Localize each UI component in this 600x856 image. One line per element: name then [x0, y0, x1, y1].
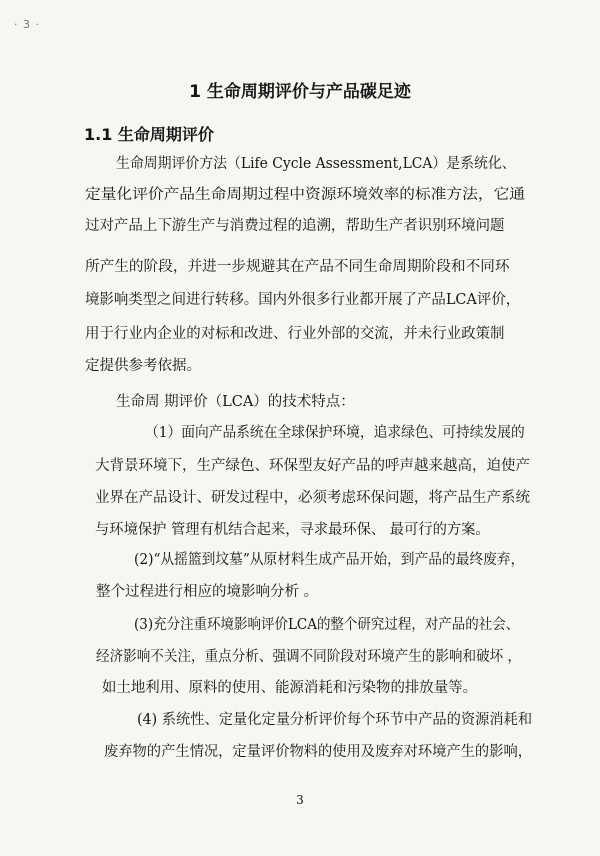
body-line: （1）面向产品系统在全球保护环境，追求绿色、可持续发展的: [145, 425, 525, 441]
body-line: 经济影响不关注，重点分析、强调不同阶段对环境产生的影响和破坏 ，: [96, 649, 522, 665]
body-line: 与环境保护 管理有机结合起来，寻求最环保、 最可行的方案。: [95, 522, 490, 538]
body-line: 定量化评价产品生命周期过程中资源环境效率的标准方法，它通: [85, 187, 525, 203]
body-line: 如土地利用、原料的使用、能源消耗和污染物的排放量等。: [102, 680, 477, 696]
section-title: 1.1 生命周期评价: [84, 125, 214, 144]
page-number: 3: [296, 793, 304, 807]
body-line: 业界在产品设计、研发过程中，必须考虑环保问题，将产品生产系统: [95, 490, 530, 506]
body-line: (2)“从摇篮到坟墓”从原材料生成产品开始，到产品的最终废弃，: [134, 552, 525, 568]
body-line: 生命周期评价方法（Life Cycle Assessment,LCA）是系统化、: [116, 156, 516, 172]
chapter-title: 1 生命周期评价与产品碳足迹: [189, 82, 411, 102]
corner-mark: · 3 ·: [14, 18, 40, 31]
body-line: 过对产品上下游生产与消费过程的追溯，帮助生产者识别环境问题: [85, 218, 505, 234]
body-line: 境影响类型之间进行转移。国内外很多行业都开展了产品LCA评价，: [85, 292, 521, 308]
body-line: 大背景环境下，生产绿色、环保型友好产品的呼声越来越高，迫使产: [95, 458, 530, 474]
body-line: 定提供参考依据。: [85, 358, 201, 374]
body-line: 整个过程进行相应的境影响分析 。: [96, 584, 319, 600]
body-line: (4) 系统性、定量化定量分析评价每个环节中产品的资源消耗和: [137, 712, 533, 728]
body-line: 用于行业内企业的对标和改进、行业外部的交流，并未行业政策制: [85, 326, 505, 342]
body-line: 废弃物的产生情况，定量评价物料的使用及废弃对环境产生的影响，: [104, 744, 532, 760]
body-line: 生命周 期评价（LCA）的技术特点：: [116, 394, 355, 410]
body-line: 所产生的阶段，并进一步规避其在产品不同生命周期阶段和不同环: [85, 259, 510, 275]
body-line: (3)充分注重环境影响评价LCA的整个研究过程，对产品的社会、: [134, 617, 520, 633]
